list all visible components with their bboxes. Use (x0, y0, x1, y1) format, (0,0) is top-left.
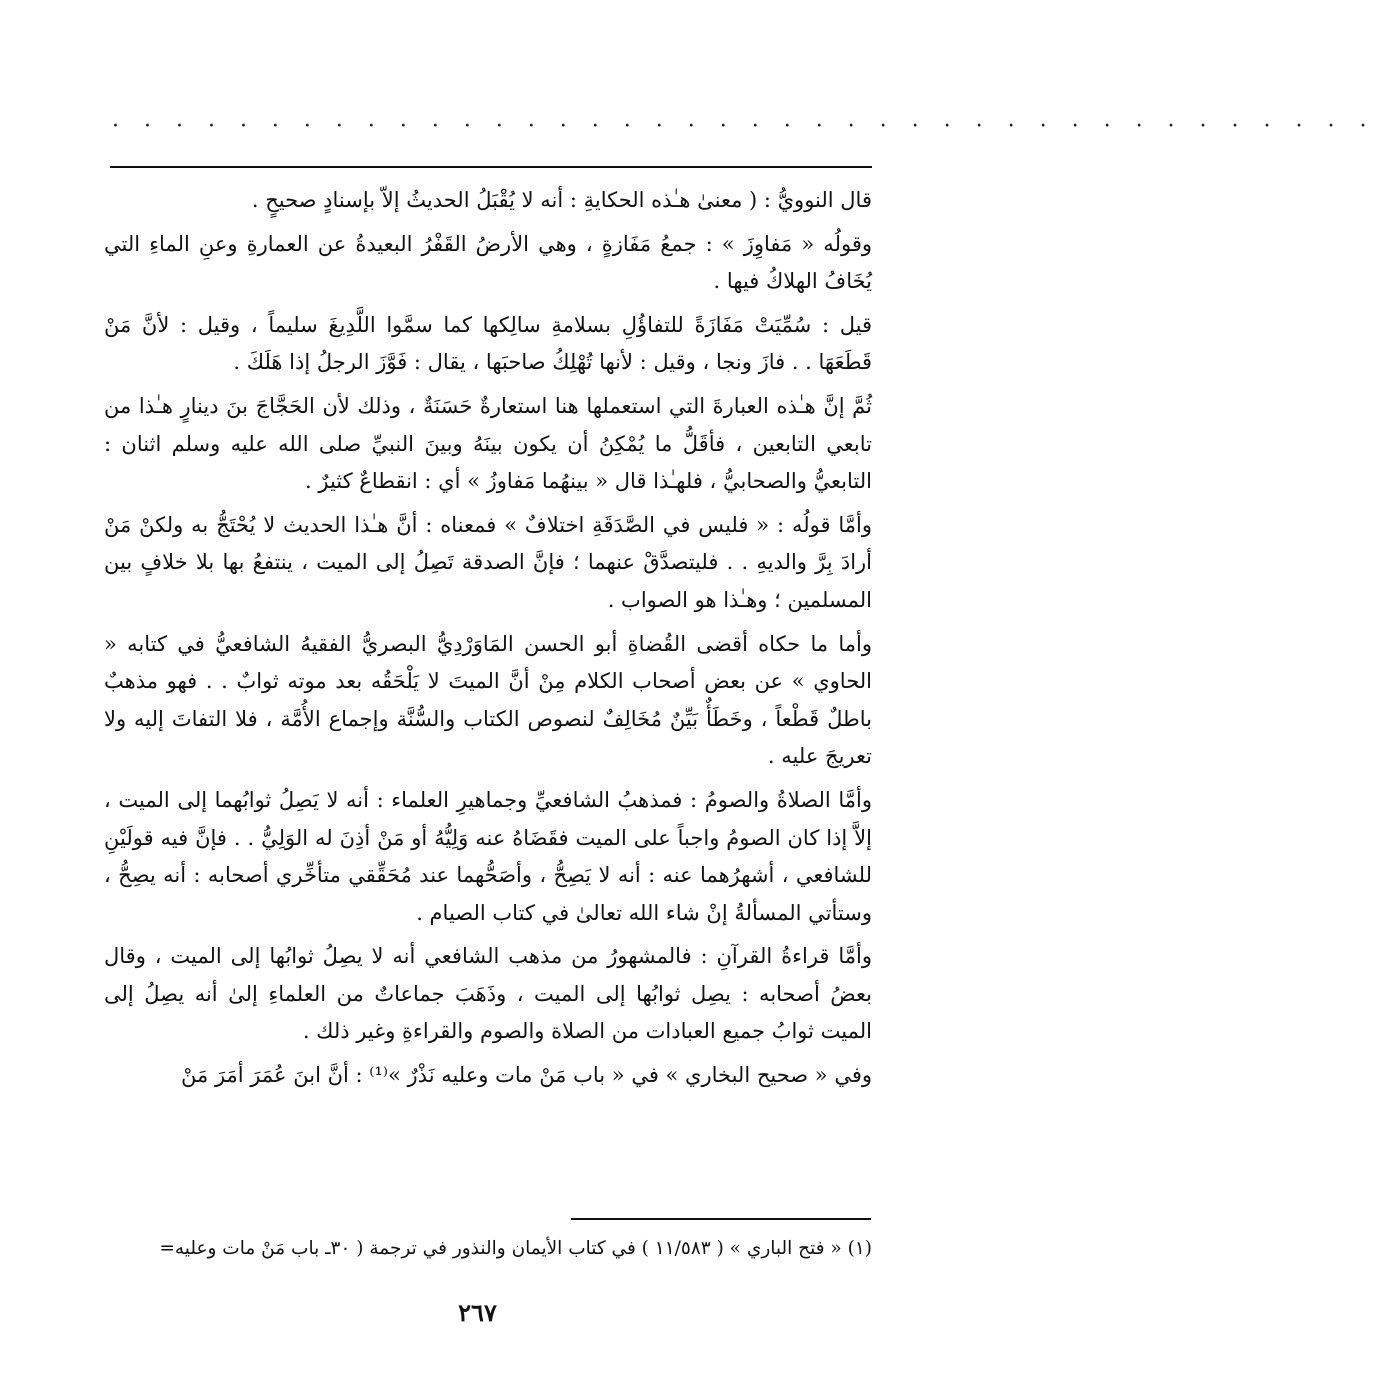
paragraph: وأما ما حكاه أقضى القُضاةِ أبو الحسن المَاوَرْدِيُّ البصريُّ الفقيهُ الشافعيُّ في كتابه « الحاوي » عن بعض أصحاب الكلام مِنْ أنَّ الميتَ لا يَلْحَقُه بعد موته ثوابٌ . . فهو مذهبٌ باطلٌ قَطْعاً ، وخَطَأٌ بَيِّنٌ مُخَالِفٌ لنصوص الكتاب والسُّنَّة وإجماع الأُمَّة ، فلا التفاتَ إليه ولا تعريجَ عليه . (104, 631, 872, 769)
paragraph: قال النوويُّ : ( معنىٰ هـٰذه الحكايةِ : أنه لا يُقْبَلُ الحديثُ إلاّ بإسنادٍ صحيحٍ . (251, 188, 872, 212)
header-rule (110, 166, 872, 168)
header-dots: · · · · · · · · · · · · · · · · · · · · · · · · · · · · · · · · · · · · · · · · (112, 114, 1375, 139)
paragraph: وقولُه « مَفاوِزَ » : جمعُ مَفَازةٍ ، وهي الأرضُ القَفْرُ البعيدةُ عن العمارةِ وعنِ الماءِ التي يُخَافُ الهلاكُ فيها . (104, 231, 872, 294)
page-number: ٢٦٧ (458, 1298, 497, 1327)
footnote: (١) « فتح الباري » ( ١١/٥٨٣ ) في كتاب الأيمان والنذور في ترجمة ( ٣٠ـ باب مَنْ مات وعليه= (159, 1238, 872, 1259)
paragraph: قيل : سُمِّيَتْ مَفَازَةً للتفاؤُلِ بسلامةِ سالِكها كما سمَّوا اللَّدِيغَ سليماً ، وقيل : لأنَّ مَنْ قَطَعَهَا . . فازَ ونجا ، وقيل : لأنها تُهْلِكُ صاحبَها ، يقال : فَوَّزَ الرجلُ إذا هَلَكَ . (104, 312, 872, 375)
paragraph: ثُمَّ إنَّ هـٰذه العبارةَ التي استعملها هنا استعارةٌ حَسَنَةٌ ، وذلك لأن الحَجَّاجَ بنَ دينارٍ هـٰذا من تابعي التابعين ، فأقَلُّ ما يُمْكِنُ أن يكون بينَهُ وبينَ النبيِّ صلى الله عليه وسلم اثنان : التابعيُّ والصحابيُّ ، فلهـٰذا قال « بينهُما مَفاوزُ » أي : انقطاعٌ كثيرٌ . (104, 393, 872, 494)
paragraph: وأمَّا قراءةُ القرآنِ : فالمشهورُ من مذهب الشافعي أنه لا يصِلُ ثوابُها إلى الميت ، وقال بعضُ أصحابه : يصِل ثوابُها إلى الميت ، وذَهَبَ جماعاتٌ من العلماءِ إلىٰ أنه يصِلُ إلى الميت ثوابُ جميع العبادات من الصلاة والصوم والقراءةِ وغير ذلك . (104, 944, 872, 1044)
paragraph: وأمَّا قولُه : « فليس في الصَّدَقَةِ اختلافٌ » فمعناه : أنَّ هـٰذا الحديث لا يُحْتَجُّ به ولكنْ مَنْ أرادَ بِرَّ والديهِ . . فليتصدَّقْ عنهما ؛ فإنَّ الصدقة تَصِلُ إلى الميت ، ينتفعُ بها بلا خلافٍ بين المسلمين ؛ وهـٰذا هو الصواب . (104, 512, 872, 612)
paragraph: وأمَّا الصلاةُ والصومُ : فمذهبُ الشافعيِّ وجماهيرِ العلماء : أنه لا يَصِلُ ثوابُهما إلى الميت ، إلاَّ إذا كان الصومُ واجباً على الميت فقَضَاهُ عنه وَلِيُّهُ أو مَنْ أذِنَ له الوَلِيُّ . . فإنَّ فيه قولَيْنِ للشافعي ، أشهرُهما عنه : أنه لا يَصِحُّ ، وأصَحُّهما عند مُحَقِّقي متأخِّري أصحابه : أنه يصِحُّ ، وستأتي المسألةُ إنْ شاء الله تعالىٰ في كتاب الصيام . (104, 787, 872, 925)
footnote-rule (571, 1218, 871, 1220)
paragraph: وفي « صحيح البخاري » في « باب مَنْ مات وعليه نَذْرٌ »⁽¹⁾ : أنَّ ابنَ عُمَرَ أمَرَ مَنْ (181, 1063, 872, 1088)
main-text (104, 182, 872, 1101)
